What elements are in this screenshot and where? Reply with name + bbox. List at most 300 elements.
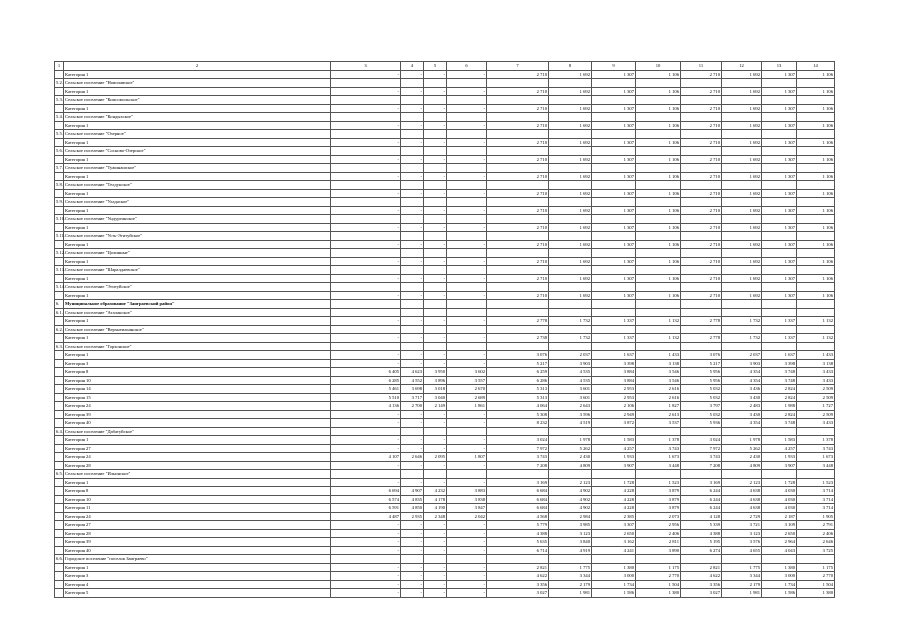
value-cell: 3 602	[447, 368, 487, 377]
value-cell: 4 064	[487, 402, 549, 411]
value-cell	[797, 113, 835, 122]
value-cell: 3 169	[487, 478, 549, 487]
value-cell	[797, 300, 835, 309]
value-cell: 1 827	[636, 402, 681, 411]
value-cell	[401, 164, 424, 173]
value-cell	[447, 555, 487, 564]
value-cell: 2 430	[722, 453, 762, 462]
value-cell: 3 743	[797, 444, 835, 453]
value-cell	[681, 232, 722, 241]
value-cell	[681, 325, 722, 334]
value-cell: 5 262	[722, 444, 762, 453]
value-cell: 2 643	[549, 402, 592, 411]
value-cell: 3 344	[722, 572, 762, 581]
value-cell: 2 483	[722, 402, 762, 411]
table-row	[55, 521, 835, 530]
value-cell	[487, 198, 549, 207]
table-row	[55, 555, 835, 564]
value-cell: 4 257	[592, 444, 636, 453]
table-row	[55, 470, 835, 479]
value-cell: 3 546	[636, 368, 681, 377]
row-number: 6.3.	[56, 343, 63, 349]
value-cell: 3 840	[549, 538, 592, 547]
value-cell: 3 436	[722, 385, 762, 394]
value-cell: 1 978	[722, 436, 762, 445]
value-cell: 1 728	[592, 478, 636, 487]
value-cell: 1 175	[636, 563, 681, 572]
row-number	[55, 368, 64, 377]
value-cell: 2 149	[424, 402, 447, 411]
value-cell: -	[401, 257, 424, 266]
value-cell: 2 710	[487, 291, 549, 300]
value-cell: 1 692	[549, 274, 592, 283]
value-cell: -	[424, 436, 447, 445]
value-cell	[401, 79, 424, 88]
value-cell: 3 123	[722, 529, 762, 538]
value-cell: -	[424, 155, 447, 164]
row-number	[55, 461, 64, 470]
value-cell	[722, 164, 762, 173]
value-cell: 1 307	[762, 87, 797, 96]
table-row	[55, 563, 835, 572]
row-number	[55, 402, 64, 411]
table-row	[55, 113, 835, 122]
row-label: Категория 4	[64, 580, 331, 589]
value-cell: 1 106	[797, 172, 835, 181]
value-cell	[592, 249, 636, 258]
value-cell: 4 519	[549, 419, 592, 428]
value-cell: 2 824	[762, 410, 797, 419]
table-row	[55, 181, 835, 190]
value-cell: -	[424, 410, 447, 419]
value-cell: 1 734	[762, 580, 797, 589]
value-cell	[487, 342, 549, 351]
row-label: Категория 1	[64, 436, 331, 445]
value-cell: 1 692	[549, 189, 592, 198]
value-cell	[636, 342, 681, 351]
value-cell	[762, 555, 797, 564]
value-cell: -	[401, 172, 424, 181]
value-cell: 1 307	[592, 138, 636, 147]
value-cell: 6 684	[487, 487, 549, 496]
row-label: Категория 1	[64, 317, 331, 326]
table-row	[55, 274, 835, 283]
value-cell: 1 106	[797, 274, 835, 283]
header-cell: 3	[331, 62, 401, 71]
value-cell: -	[447, 419, 487, 428]
value-cell: 4 030	[762, 495, 797, 504]
value-cell: 2 650	[762, 529, 797, 538]
value-cell	[549, 249, 592, 258]
row-number	[55, 138, 64, 147]
value-cell: 1 692	[722, 257, 762, 266]
value-cell: 3 725	[797, 546, 835, 555]
value-cell: 3 344	[549, 572, 592, 581]
value-cell: 3 884	[592, 376, 636, 385]
value-cell: 3 714	[797, 495, 835, 504]
value-cell: 3 169	[681, 478, 722, 487]
row-label: Сельское поселение "Эгитуйское"	[64, 283, 331, 292]
value-cell	[424, 113, 447, 122]
value-cell: 5 262	[549, 444, 592, 453]
value-cell	[424, 427, 447, 436]
value-cell: 2 710	[487, 138, 549, 147]
value-cell: 3 123	[549, 529, 592, 538]
value-cell: 3 698	[401, 385, 424, 394]
value-cell: 3 076	[681, 351, 722, 360]
table-row	[55, 478, 835, 487]
value-cell: 1 692	[549, 172, 592, 181]
value-cell: 5 779	[487, 521, 549, 530]
value-cell: 1 307	[592, 206, 636, 215]
row-label: Категория 1	[64, 70, 331, 79]
value-cell: 3 576	[722, 538, 762, 547]
value-cell: -	[447, 317, 487, 326]
row-label: Сельское поселение "Цолинные"	[64, 249, 331, 258]
table-row	[55, 444, 835, 453]
value-cell: 2 710	[487, 121, 549, 130]
value-cell	[681, 79, 722, 88]
value-cell	[487, 113, 549, 122]
value-cell	[762, 342, 797, 351]
value-cell: 1 106	[797, 240, 835, 249]
value-cell: -	[331, 206, 401, 215]
value-cell: 1 807	[447, 453, 487, 462]
value-cell	[636, 215, 681, 224]
value-cell	[797, 266, 835, 275]
value-cell: 3 138	[797, 359, 835, 368]
value-cell	[401, 249, 424, 258]
value-cell: 4 241	[592, 546, 636, 555]
value-cell: 4 487	[331, 512, 401, 521]
value-cell	[762, 198, 797, 207]
value-cell	[636, 181, 681, 190]
value-cell	[762, 232, 797, 241]
value-cell	[681, 342, 722, 351]
value-cell: -	[424, 334, 447, 343]
value-cell: 1 692	[722, 104, 762, 113]
value-cell: 6 714	[487, 546, 549, 555]
value-cell	[797, 147, 835, 156]
row-label: Сельское поселение "Кондыхское"	[64, 113, 331, 122]
value-cell: -	[424, 291, 447, 300]
value-cell: 2 710	[487, 206, 549, 215]
value-cell: 1 337	[762, 334, 797, 343]
value-cell	[549, 181, 592, 190]
value-cell: 5 217	[681, 359, 722, 368]
value-cell: 3 356	[487, 580, 549, 589]
value-cell: 1 504	[636, 580, 681, 589]
row-label: Категория 3	[64, 572, 331, 581]
value-cell: 1 106	[797, 104, 835, 113]
value-cell	[762, 147, 797, 156]
value-cell: 1 433	[636, 351, 681, 360]
value-cell: -	[401, 351, 424, 360]
value-cell: 1 692	[549, 291, 592, 300]
value-cell: 4 388	[681, 529, 722, 538]
value-cell: 3 743	[487, 453, 549, 462]
table-row	[55, 461, 835, 470]
row-number	[55, 512, 64, 521]
value-cell: 6 405	[331, 368, 401, 377]
value-cell	[401, 130, 424, 139]
row-number: 5.4.	[56, 114, 63, 120]
value-cell: -	[331, 317, 401, 326]
value-cell: 1 106	[636, 104, 681, 113]
value-cell	[487, 181, 549, 190]
row-label: Городское поселение "поселок Заиграево"	[64, 555, 331, 564]
value-cell	[797, 181, 835, 190]
value-cell: -	[424, 419, 447, 428]
value-cell: -	[424, 87, 447, 96]
value-cell: -	[424, 461, 447, 470]
value-cell: 1 692	[549, 104, 592, 113]
value-cell	[424, 249, 447, 258]
value-cell: 1 106	[636, 240, 681, 249]
value-cell: 5 032	[681, 410, 722, 419]
value-cell: -	[401, 206, 424, 215]
value-cell: 3 000	[762, 572, 797, 581]
value-cell: 1 728	[762, 478, 797, 487]
value-cell	[487, 232, 549, 241]
value-cell: 2 738	[487, 334, 549, 343]
value-cell	[592, 130, 636, 139]
row-number: 5.13.	[56, 267, 66, 273]
value-cell	[762, 79, 797, 88]
value-cell: -	[331, 546, 401, 555]
table-row	[55, 580, 835, 589]
table-row	[55, 410, 835, 419]
value-cell	[424, 555, 447, 564]
header-cell: 11	[681, 62, 722, 71]
value-cell	[592, 79, 636, 88]
row-number	[55, 453, 64, 462]
value-cell: -	[401, 461, 424, 470]
value-cell: 2 509	[797, 393, 835, 402]
value-cell: 4 638	[722, 504, 762, 513]
value-cell	[331, 470, 401, 479]
value-cell	[797, 342, 835, 351]
table-row	[55, 589, 835, 598]
value-cell	[722, 232, 762, 241]
value-cell	[636, 555, 681, 564]
value-cell	[424, 181, 447, 190]
header-cell: 13	[762, 62, 797, 71]
value-cell: -	[447, 206, 487, 215]
value-cell: 1 692	[549, 240, 592, 249]
value-cell	[549, 130, 592, 139]
value-cell	[331, 130, 401, 139]
value-cell	[331, 198, 401, 207]
value-cell: 1 337	[592, 334, 636, 343]
value-cell: 1 106	[636, 172, 681, 181]
value-cell: 1 380	[636, 589, 681, 598]
value-cell: -	[447, 529, 487, 538]
row-label: Категория 1	[64, 155, 331, 164]
header-cell: 2	[64, 62, 331, 71]
value-cell	[592, 215, 636, 224]
value-cell	[331, 555, 401, 564]
value-cell: 1 307	[592, 274, 636, 283]
table-row	[55, 164, 835, 173]
value-cell	[722, 470, 762, 479]
value-cell: 6 259	[487, 368, 549, 377]
value-cell	[722, 342, 762, 351]
value-cell	[636, 164, 681, 173]
table-row	[55, 266, 835, 275]
value-cell	[487, 249, 549, 258]
value-cell: 4 535	[549, 368, 592, 377]
value-cell: 2 710	[681, 223, 722, 232]
value-cell: -	[401, 155, 424, 164]
value-cell	[722, 147, 762, 156]
value-cell: 4 388	[487, 529, 549, 538]
row-number	[55, 393, 64, 402]
value-cell	[797, 79, 835, 88]
value-cell: 1 692	[722, 138, 762, 147]
value-cell	[636, 130, 681, 139]
value-cell	[487, 164, 549, 173]
table-row	[55, 504, 835, 513]
value-cell	[797, 308, 835, 317]
value-cell	[681, 266, 722, 275]
value-cell: 1 106	[636, 223, 681, 232]
row-label: Категория 1	[64, 104, 331, 113]
value-cell: 3 884	[592, 368, 636, 377]
value-cell: -	[331, 436, 401, 445]
value-cell	[447, 96, 487, 105]
value-cell: 2 956	[636, 521, 681, 530]
value-cell: 2 710	[487, 70, 549, 79]
value-cell	[401, 555, 424, 564]
value-cell: -	[331, 291, 401, 300]
value-cell: 6 694	[331, 487, 401, 496]
row-label: Категория 1	[64, 274, 331, 283]
value-cell: 5 032	[681, 393, 722, 402]
value-cell: 4 552	[401, 376, 424, 385]
value-cell	[722, 215, 762, 224]
row-label: Категория 3	[64, 359, 331, 368]
row-number: 5.10.	[56, 216, 66, 222]
value-cell	[447, 113, 487, 122]
value-cell: 2 824	[762, 385, 797, 394]
value-cell: -	[331, 155, 401, 164]
value-cell: 3 430	[722, 393, 762, 402]
value-cell: 2 770	[636, 572, 681, 581]
value-cell	[797, 470, 835, 479]
value-cell: 3 433	[797, 368, 835, 377]
value-cell: 4 907	[401, 487, 424, 496]
value-cell: 1 307	[762, 206, 797, 215]
value-cell: -	[424, 563, 447, 572]
value-cell	[424, 300, 447, 309]
value-cell	[424, 470, 447, 479]
value-cell: 3 838	[447, 495, 487, 504]
value-cell: 1 692	[549, 138, 592, 147]
value-cell: -	[401, 419, 424, 428]
row-number: 6.1.	[56, 309, 63, 315]
value-cell: 3 109	[762, 521, 797, 530]
value-cell: -	[447, 334, 487, 343]
value-cell: 2 778	[487, 317, 549, 326]
value-cell: 2 123	[722, 478, 762, 487]
row-label: Муниципальное образование "Заиграевский район"	[64, 300, 331, 309]
value-cell: 1 307	[762, 155, 797, 164]
value-cell: 1 106	[636, 70, 681, 79]
value-cell: 1 106	[636, 206, 681, 215]
value-cell: 4 809	[722, 461, 762, 470]
table-row	[55, 385, 835, 394]
value-cell: 3 847	[447, 504, 487, 513]
value-cell: 3 950	[424, 368, 447, 377]
value-cell: 5 313	[487, 393, 549, 402]
value-cell: -	[331, 274, 401, 283]
value-cell	[592, 283, 636, 292]
value-cell: 2 710	[487, 257, 549, 266]
value-cell: -	[447, 351, 487, 360]
value-cell: -	[447, 70, 487, 79]
value-cell: 2 670	[447, 385, 487, 394]
value-cell: 1 988	[762, 402, 797, 411]
value-cell: 5 936	[681, 419, 722, 428]
value-cell	[487, 79, 549, 88]
value-cell	[549, 79, 592, 88]
row-label: Категория 1	[64, 206, 331, 215]
row-number	[55, 563, 64, 572]
value-cell: 2 791	[797, 521, 835, 530]
value-cell	[681, 300, 722, 309]
value-cell: -	[331, 538, 401, 547]
value-cell: 2 710	[487, 223, 549, 232]
value-cell: 2 385	[592, 512, 636, 521]
value-cell: 1 307	[592, 104, 636, 113]
value-cell: 3 162	[592, 538, 636, 547]
value-cell: -	[447, 461, 487, 470]
row-number: 5.9.	[56, 199, 63, 205]
value-cell: -	[424, 317, 447, 326]
row-label: Категория 10	[64, 495, 331, 504]
table-row	[55, 198, 835, 207]
value-cell: -	[401, 529, 424, 538]
table-row	[55, 300, 835, 309]
value-cell: 6 244	[681, 495, 722, 504]
value-cell: -	[447, 563, 487, 572]
value-cell: 2 949	[592, 410, 636, 419]
value-cell: 2 710	[681, 155, 722, 164]
value-cell: 1 775	[549, 563, 592, 572]
value-cell: 1 380	[762, 563, 797, 572]
value-cell	[331, 181, 401, 190]
row-number	[55, 410, 64, 419]
value-cell	[447, 164, 487, 173]
table-row	[55, 249, 835, 258]
value-cell: -	[401, 189, 424, 198]
value-cell: 2 729	[722, 512, 762, 521]
value-cell: -	[424, 257, 447, 266]
row-label: Категория 10	[64, 376, 331, 385]
value-cell: 1 380	[797, 589, 835, 598]
value-cell: 1 106	[797, 155, 835, 164]
value-cell: 3 138	[636, 359, 681, 368]
header-cell: 9	[592, 62, 636, 71]
row-number	[55, 155, 64, 164]
value-cell: 2 710	[681, 206, 722, 215]
value-cell: 2 778	[681, 334, 722, 343]
table-row	[55, 351, 835, 360]
value-cell: 3 000	[592, 572, 636, 581]
value-cell: 1 673	[636, 453, 681, 462]
value-cell	[762, 308, 797, 317]
